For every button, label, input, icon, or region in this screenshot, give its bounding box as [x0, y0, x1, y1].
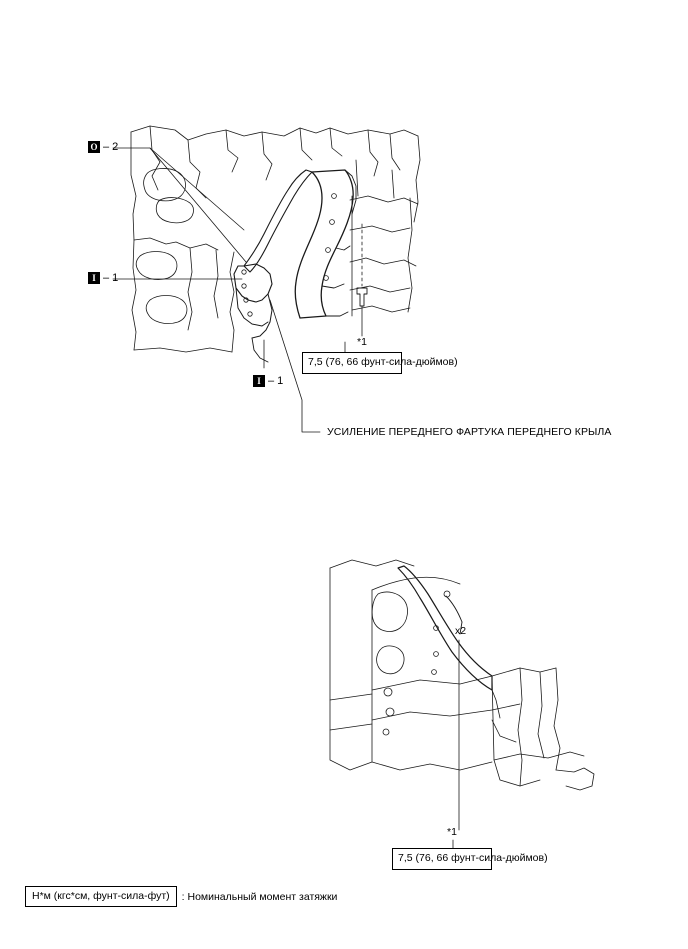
tag-dash: –	[103, 141, 110, 153]
part-name-label: УСИЛЕНИЕ ПЕРЕДНЕГО ФАРТУКА ПЕРЕДНЕГО КРЫЛА	[327, 426, 612, 438]
fastener-star-fig2: *1	[447, 826, 457, 838]
tag-icon-i: I	[253, 375, 265, 387]
tag-number: 1	[277, 375, 284, 387]
tag-number: 1	[112, 272, 119, 284]
tag-dash: –	[103, 272, 110, 284]
torque-unit-box: Н*м (кгс*см, фунт-сила-фут)	[25, 886, 177, 907]
torque-callout-fig2: 7,5 (76, 66 фунт-сила-дюймов)	[392, 848, 492, 870]
tag-icon-o: O	[88, 141, 100, 153]
torque-unit-description: : Номинальный момент затяжки	[181, 890, 338, 903]
fastener-star-fig1: *1	[357, 336, 367, 348]
tag-icon-i: I	[88, 272, 100, 284]
quantity-label-fig2: x2	[455, 625, 467, 637]
tag-i-1-lower	[253, 375, 283, 387]
torque-unit-legend	[25, 886, 337, 907]
torque-callout-fig1: 7,5 (76, 66 фунт-сила-дюймов)	[302, 352, 402, 374]
tag-dash: –	[268, 375, 275, 387]
tag-o-2	[88, 141, 118, 153]
tag-number: 2	[112, 141, 119, 153]
tag-i-1-left	[88, 272, 118, 284]
